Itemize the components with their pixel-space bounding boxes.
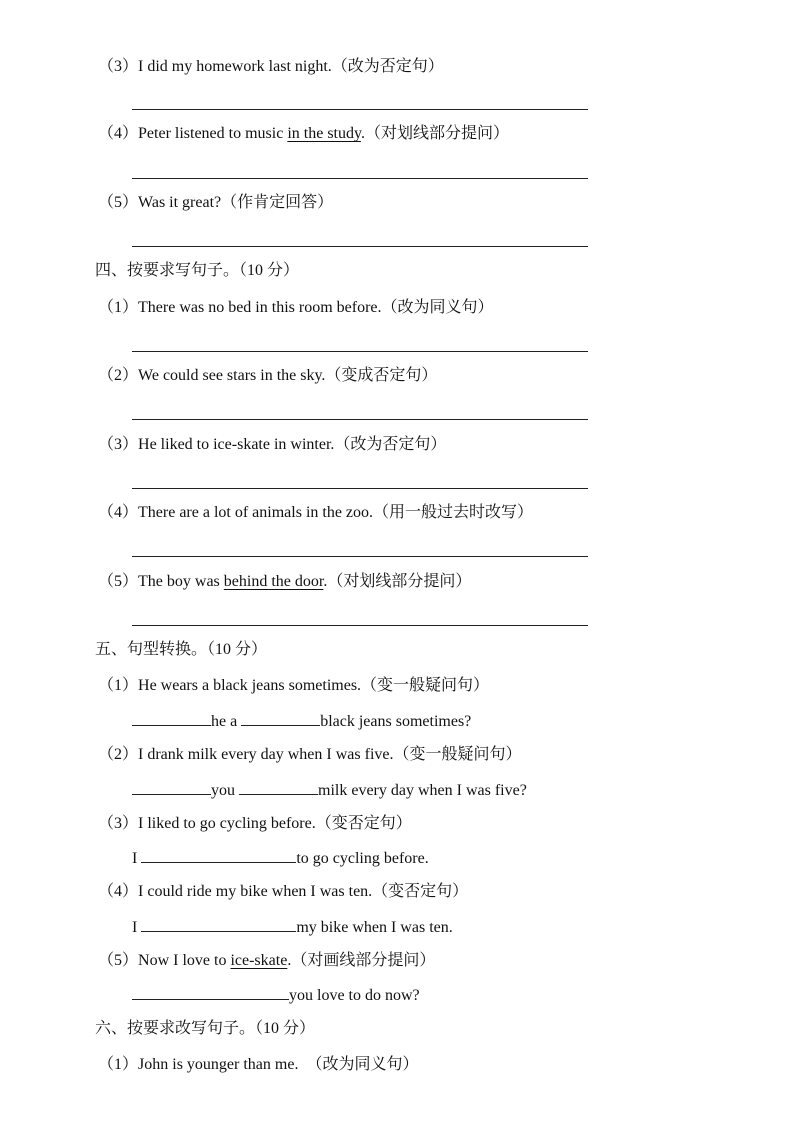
- question-5-2: [98, 745, 522, 765]
- section-heading-4: 四、按要求写句子。（10 分）: [95, 262, 300, 279]
- blank-field[interactable]: [132, 985, 289, 1000]
- question-4-1: [98, 298, 494, 318]
- question-3-3: [98, 57, 444, 77]
- answer-line[interactable]: [132, 246, 588, 247]
- question-number: （4）: [98, 125, 139, 142]
- answer-line[interactable]: [132, 178, 588, 179]
- blank-field[interactable]: [132, 711, 211, 726]
- question-instruction: （对画线部分提问）: [291, 952, 436, 969]
- question-5-4: [98, 882, 468, 902]
- question-instruction: （改为同义句）: [298, 1056, 419, 1073]
- fill-text: I: [132, 850, 138, 867]
- section-heading-5: 五、句型转换。（10 分）: [95, 641, 268, 658]
- question-text: Was it great?: [138, 194, 222, 211]
- question-text: I drank milk every day when I was five.: [138, 746, 394, 763]
- underlined-phrase: ice-skate: [230, 952, 288, 969]
- question-4-5: [98, 572, 471, 592]
- question-number: （2）: [98, 367, 139, 384]
- question-number: （3）: [98, 815, 139, 832]
- section-heading-6: 六、按要求改写句子。（10 分）: [95, 1020, 316, 1037]
- question-text: There was no bed in this room before.: [138, 299, 382, 316]
- question-4-4: [98, 503, 533, 523]
- answer-line[interactable]: [132, 419, 588, 420]
- fill-in-5-2: [132, 780, 527, 801]
- fill-in-5-1: [132, 711, 471, 732]
- question-5-5: [98, 951, 435, 971]
- fill-text: to go cycling before.: [296, 850, 429, 867]
- blank-field[interactable]: [241, 711, 320, 726]
- fill-in-5-5: [132, 985, 420, 1006]
- question-text-end: .: [323, 573, 328, 590]
- question-text: Peter listened to music: [138, 125, 288, 142]
- question-instruction: （变否定句）: [372, 883, 469, 900]
- fill-text: you: [211, 782, 235, 799]
- question-text: We could see stars in the sky.: [138, 367, 326, 384]
- question-number: （1）: [98, 1056, 139, 1073]
- question-5-1: [98, 676, 489, 696]
- question-6-1: [98, 1055, 418, 1075]
- question-number: （4）: [98, 883, 139, 900]
- fill-text: you love to do now?: [289, 987, 420, 1004]
- question-instruction: （改为否定句）: [331, 58, 444, 75]
- question-3-5: [98, 193, 333, 213]
- question-number: （2）: [98, 746, 139, 763]
- question-instruction: （对划线部分提问）: [364, 125, 509, 142]
- question-instruction: （变成否定句）: [325, 367, 438, 384]
- question-text: He liked to ice-skate in winter.: [138, 436, 335, 453]
- fill-text: he a: [211, 713, 238, 730]
- question-instruction: （对划线部分提问）: [327, 573, 472, 590]
- answer-line[interactable]: [132, 109, 588, 110]
- question-instruction: （改为否定句）: [334, 436, 447, 453]
- question-instruction: （变否定句）: [315, 815, 412, 832]
- question-text-end: .: [360, 125, 365, 142]
- question-instruction: （变一般疑问句）: [361, 677, 490, 694]
- fill-text: black jeans sometimes?: [320, 713, 472, 730]
- question-number: （1）: [98, 299, 139, 316]
- fill-in-5-4: [132, 917, 453, 938]
- question-number: （5）: [98, 573, 139, 590]
- question-text: John is younger than me.: [138, 1056, 299, 1073]
- question-text: I liked to go cycling before.: [138, 815, 316, 832]
- question-text: The boy was: [138, 573, 224, 590]
- question-instruction: （改为同义句）: [381, 299, 494, 316]
- answer-line[interactable]: [132, 488, 588, 489]
- question-number: （1）: [98, 677, 139, 694]
- question-number: （3）: [98, 436, 139, 453]
- blank-field[interactable]: [132, 780, 211, 795]
- underlined-phrase: behind the door: [223, 573, 324, 590]
- question-text: He wears a black jeans sometimes.: [138, 677, 362, 694]
- fill-text: I: [132, 919, 138, 936]
- question-text: I could ride my bike when I was ten.: [138, 883, 373, 900]
- question-4-2: [98, 366, 437, 386]
- question-number: （3）: [98, 58, 139, 75]
- question-3-4: [98, 124, 509, 144]
- answer-line[interactable]: [132, 351, 588, 352]
- blank-field[interactable]: [239, 780, 318, 795]
- question-number: （4）: [98, 504, 139, 521]
- question-4-3: [98, 435, 446, 455]
- underlined-phrase: in the study: [287, 125, 361, 142]
- blank-field[interactable]: [141, 848, 296, 863]
- question-text: I did my homework last night.: [138, 58, 332, 75]
- blank-field[interactable]: [141, 917, 296, 932]
- question-text-end: .: [287, 952, 292, 969]
- question-instruction: （用一般过去时改写）: [373, 504, 534, 521]
- question-5-3: [98, 814, 412, 834]
- fill-text: my bike when I was ten.: [296, 919, 453, 936]
- question-instruction: （变一般疑问句）: [393, 746, 522, 763]
- fill-text: milk every day when I was five?: [318, 782, 527, 799]
- question-number: （5）: [98, 952, 139, 969]
- question-text: Now I love to: [138, 952, 231, 969]
- question-instruction: （作肯定回答）: [221, 194, 334, 211]
- answer-line[interactable]: [132, 625, 588, 626]
- answer-line[interactable]: [132, 556, 588, 557]
- question-number: （5）: [98, 194, 139, 211]
- fill-in-5-3: [132, 848, 429, 869]
- question-text: There are a lot of animals in the zoo.: [138, 504, 374, 521]
